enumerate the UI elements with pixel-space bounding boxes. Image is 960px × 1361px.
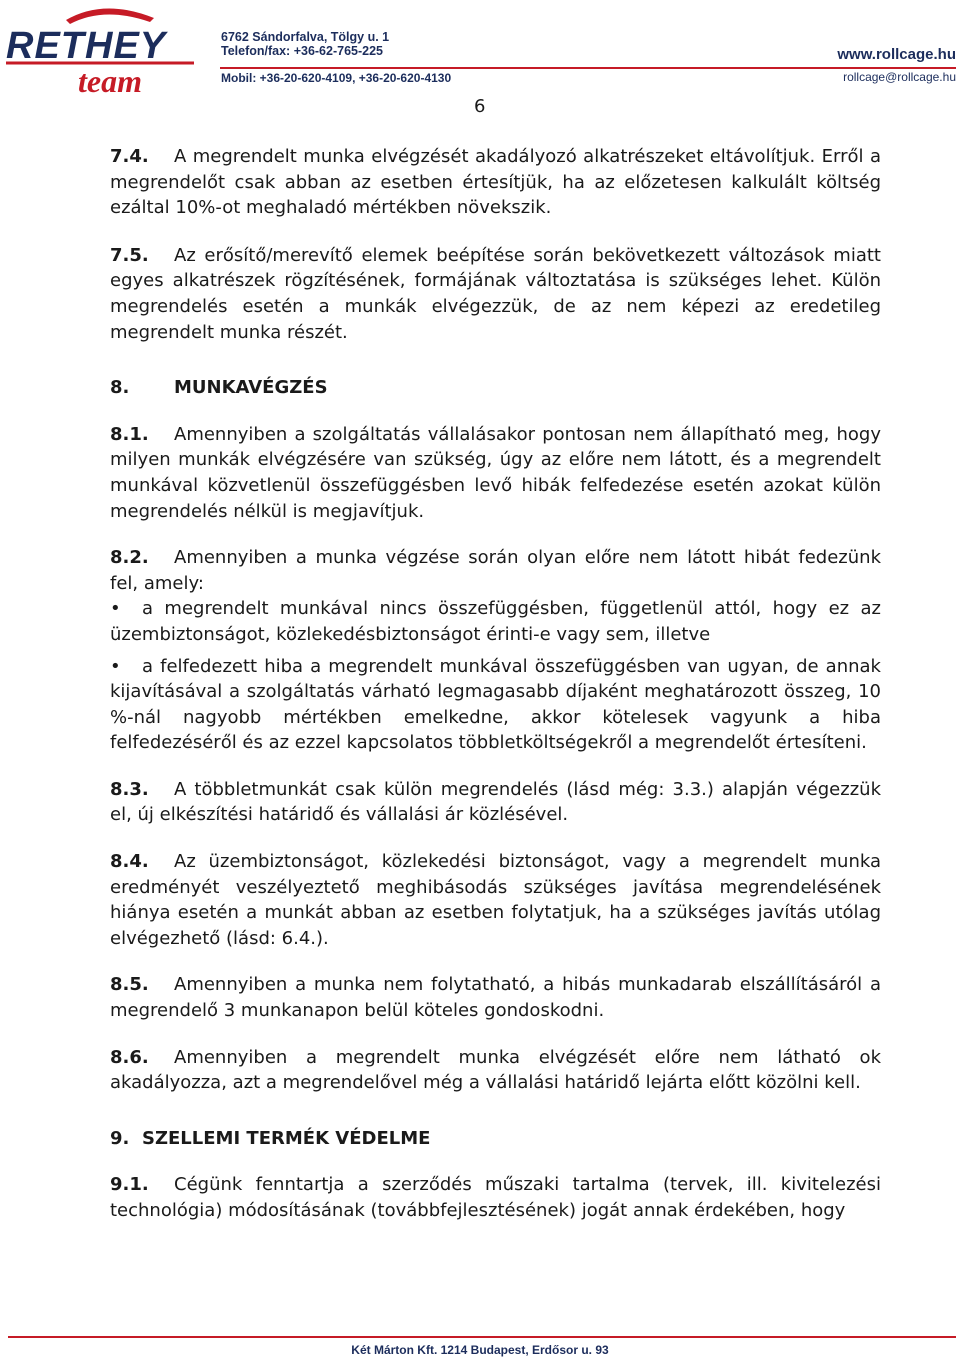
svg-text:team: team [78, 63, 142, 96]
list-item: • a felfedezett hiba a megrendelt munkával összefüggésben van ugyan, de annak kijavításával a szolgáltatás várható legmagasabb díjaként meghatározott összeg, 10 %-nál nagyobb mértékben emelkedne, akkor kötelesek vagyunk a hiba felfedezéséről és az ezzel kapcsolatos többletköltségekről a megrendelőt értesíteni. [110, 655, 881, 754]
section-8-2: 8.2. Amennyiben a munka végzése során olyan előre nem látott hibát fedezünk fel, amely: [110, 547, 881, 594]
svg-text:RETHEY: RETHEY [6, 25, 167, 67]
email-link[interactable]: rollcage@rollcage.hu [843, 70, 956, 84]
section-8-3: 8.3. A többletmunkát csak külön megrendelés (lásd még: 3.3.) alapján végezzük el, új elkészítési határidő és vállalási ár közlésével. [110, 778, 881, 826]
page-number: 6 [474, 96, 486, 117]
section-9-1: 9.1. Cégünk fenntartja a szerződés műszaki tartalma (tervek, ill. kivitelezési technológia) módosításának (továbbfejlesztésének) jogát annak érdekében, hogy [110, 1174, 881, 1221]
footer-company: Két Márton Kft. 1214 Budapest, Erdősor u. 93 [351, 1343, 609, 1357]
section-8-1: 8.1. Amennyiben a szolgáltatás vállalásakor pontosan nem állapítható meg, hogy milyen munkák elvégzésére van szükség, úgy az előre nem látott, és a megrendelt munkával közvetlenül összefüggésben levő hibák felfedezése esetén azokat külön megrendelés nélkül is megjavítjuk. [110, 423, 881, 522]
rethey-team-logo [4, 2, 200, 96]
section-7-4: 7.4. A megrendelt munka elvégzését akadályozó alkatrészeket eltávolítjuk. Erről a megrendelőt csak abban az esetben értesítjük, ha az előzetesen kalkulált költség ezáltal 10%-ot meghaladó mértékben növekszik. [110, 146, 881, 219]
contact-info [221, 30, 452, 85]
section-8-6: 8.6. Amennyiben a megrendelt munka elvégzését előre nem látható ok akadályozza, azt a megrendelővel még a vállalási határidő lejárta előtt közölni kell. [110, 1046, 881, 1094]
section-8-4: 8.4. Az üzembiztonságot, közlekedési biztonságot, vagy a megrendelt munka eredményét veszélyeztető meghibásodás szükséges javítása megrendelésének hiánya esetén a munkát abban az esetben folytatjuk, ha a szükséges javítás utólag elvégezhető (lásd: 6.4.). [110, 851, 881, 949]
footer-rule [8, 1336, 956, 1338]
address: 6762 Sándorfalva, Tölgy u. 1 [221, 30, 390, 44]
bullet-icon: • [110, 598, 121, 620]
web-info [837, 46, 956, 85]
phone: Telefon/fax: +36-62-765-225 [221, 44, 383, 58]
bullet-icon: • [110, 655, 121, 677]
website-link[interactable]: www.rollcage.hu [837, 46, 956, 63]
heading-9: 9. SZELLEMI TERMÉK VÉDELME [110, 1127, 431, 1149]
list-item: • a megrendelt munkával nincs összefüggésben, függetlenül attól, hogy ez az üzembiztonságot, közlekedésbiztonságot érinti-e vagy sem, illetve [110, 598, 881, 645]
mobile: Mobil: +36-20-620-4109, +36-20-620-4130 [221, 71, 452, 85]
heading-8: 8. MUNKAVÉGZÉS [110, 377, 328, 399]
section-7-5: 7.5. Az erősítő/merevítő elemek beépítése során bekövetkezett változások miatt egyes alkatrészek rögzítésének, formájának változtatása is szükséges lehet. Külön megrendelés esetén a munkák elvégezzük, de az nem képezi az eredetileg megrendelt munka részét. [110, 244, 881, 343]
section-8-5: 8.5. Amennyiben a munka nem folytatható, a hibás munkadarab elszállításáról a megrendelő 3 munkanapon belül köteles gondoskodni. [110, 974, 881, 1022]
document-body [110, 144, 881, 1224]
letterhead [0, 0, 960, 100]
